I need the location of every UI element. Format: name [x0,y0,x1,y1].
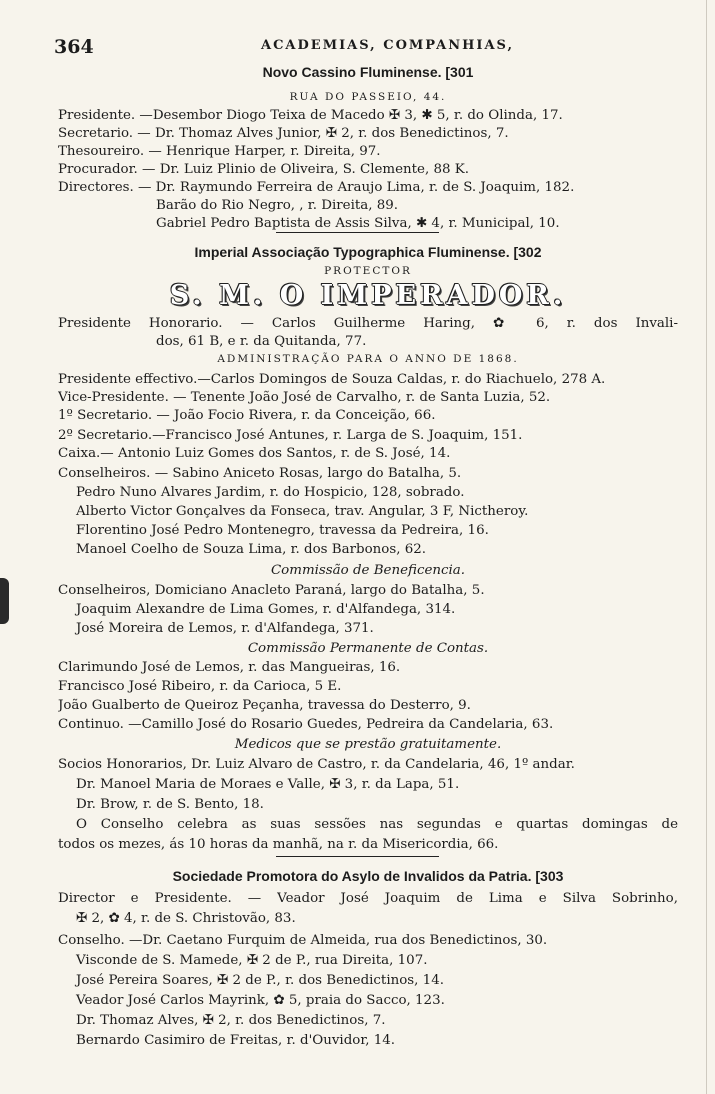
text-line: Presidente effectivo.—Carlos Domingos de Souza Caldas, r. do Riachuelo, 278 A. [58,372,606,387]
text-line: Novo Cassino Fluminense. [301 [262,64,474,80]
text-line: Commissão Permanente de Contas. [247,641,489,656]
text-line: O Conselho celebra as suas sessões nas segundas e quartas domingas de [76,817,678,832]
text-line: José Pereira Soares, ✠ 2 de P., r. dos Benedictinos, 14. [76,973,444,988]
text-line: Clarimundo José de Lemos, r. das Mangueiras, 16. [58,660,401,675]
text-line: 2º Secretario.—Francisco José Antunes, r. Larga de S. Joaquim, 151. [58,428,523,443]
text-line: 1º Secretario. — João Focio Rivera, r. da Conceição, 66. [58,408,436,423]
text-line: Veador José Carlos Mayrink, ✿ 5, praia do Sacco, 123. [76,993,445,1008]
text-line: Continuo. —Camillo José do Rosario Guedes, Pedreira da Candelaria, 63. [58,717,554,732]
text-line: Dr. Thomaz Alves, ✠ 2, r. dos Benedictinos, 7. [76,1013,386,1028]
running-title: ACADEMIAS, COMPANHIAS, [261,38,514,53]
text-line: Caixa.— Antonio Luiz Gomes dos Santos, r. de S. José, 14. [58,446,451,461]
text-line: Joaquim Alexandre de Lima Gomes, r. d'Alfandega, 314. [76,602,456,617]
text-line: Secretario. — Dr. Thomaz Alves Junior, ✠ 2, r. dos Benedictinos, 7. [58,126,509,141]
text-line: Thesoureiro. — Henrique Harper, r. Direita, 97. [58,144,381,159]
text-line: Gabriel Pedro Baptista de Assis Silva, ✱ 4, r. Municipal, 10. [156,216,560,231]
text-line: Conselho. —Dr. Caetano Furquim de Almeida, rua dos Benedictinos, 30. [58,933,548,948]
text-line: Pedro Nuno Alvares Jardim, r. do Hospicio, 128, sobrado. [76,485,465,500]
text-line: dos, 61 B, e r. da Quitanda, 77. [156,334,367,349]
text-line: Presidente. —Desembor Diogo Teixa de Macedo ✠ 3, ✱ 5, r. do Olinda, 17. [58,108,563,123]
text-line: Director e Presidente. — Veador José Joaquim de Lima e Silva Sobrinho, [58,891,678,906]
text-line: Francisco José Ribeiro, r. da Carioca, 5 E. [58,679,342,694]
text-line: S. M. O IMPERADOR. [169,280,567,311]
binding-mark [0,578,9,624]
text-line: Medicos que se prestão gratuitamente. [234,737,502,752]
text-line: Visconde de S. Mamede, ✠ 2 de P., rua Direita, 107. [76,953,428,968]
text-line: José Moreira de Lemos, r. d'Alfandega, 371. [76,621,374,636]
text-line: Vice-Presidente. — Tenente João José de Carvalho, r. de Santa Luzia, 52. [58,390,551,405]
text-line: João Gualberto de Queiroz Peçanha, travessa do Desterro, 9. [58,698,471,713]
text-line: Procurador. — Dr. Luiz Plinio de Oliveira, S. Clemente, 88 K. [58,162,470,177]
section-divider [276,856,439,857]
text-line: Socios Honorarios, Dr. Luiz Alvaro de Castro, r. da Candelaria, 46, 1º andar. [58,757,575,772]
text-line: ✠ 2, ✿ 4, r. de S. Christovão, 83. [76,911,296,926]
text-line: Conselheiros. — Sabino Aniceto Rosas, largo do Batalha, 5. [58,466,462,481]
text-line: Sociedade Promotora do Asylo de Invalidos da Patria. [303 [172,868,564,884]
text-line: Directores. — Dr. Raymundo Ferreira de Araujo Lima, r. de S. Joaquim, 182. [58,180,575,195]
text-line: Dr. Manoel Maria de Moraes e Valle, ✠ 3, r. da Lapa, 51. [76,777,460,792]
text-line: Bernardo Casimiro de Freitas, r. d'Ouvidor, 14. [76,1033,396,1048]
text-line: ADMINISTRAÇÃO PARA O ANNO DE 1868. [217,353,519,365]
text-line: Conselheiros, Domiciano Anacleto Paraná, largo do Batalha, 5. [58,583,485,598]
running-header [0,36,715,58]
text-line: Barão do Rio Negro, , r. Direita, 89. [156,198,399,213]
text-line: Commissão de Beneficencia. [270,563,466,578]
page-number: 364 [54,36,94,58]
page-edge-shadow [706,0,707,1094]
text-line: Manoel Coelho de Souza Lima, r. dos Barbonos, 62. [76,542,427,557]
text-line: todos os mezes, ás 10 horas da manhã, na r. da Misericordia, 66. [58,837,499,852]
text-line: PROTECTOR [324,265,412,277]
text-line: Presidente Honorario. — Carlos Guilherme Haring, ✿ 6, r. dos Invali- [58,316,678,331]
text-line: Alberto Victor Gonçalves da Fonseca, trav. Angular, 3 F, Nictheroy. [76,504,529,519]
text-line: RUA DO PASSEIO, 44. [289,91,447,103]
text-line: Florentino José Pedro Montenegro, travessa da Pedreira, 16. [76,523,489,538]
text-line: Dr. Brow, r. de S. Bento, 18. [76,797,264,812]
text-line: Imperial Associação Typographica Fluminense. [302 [194,244,542,260]
